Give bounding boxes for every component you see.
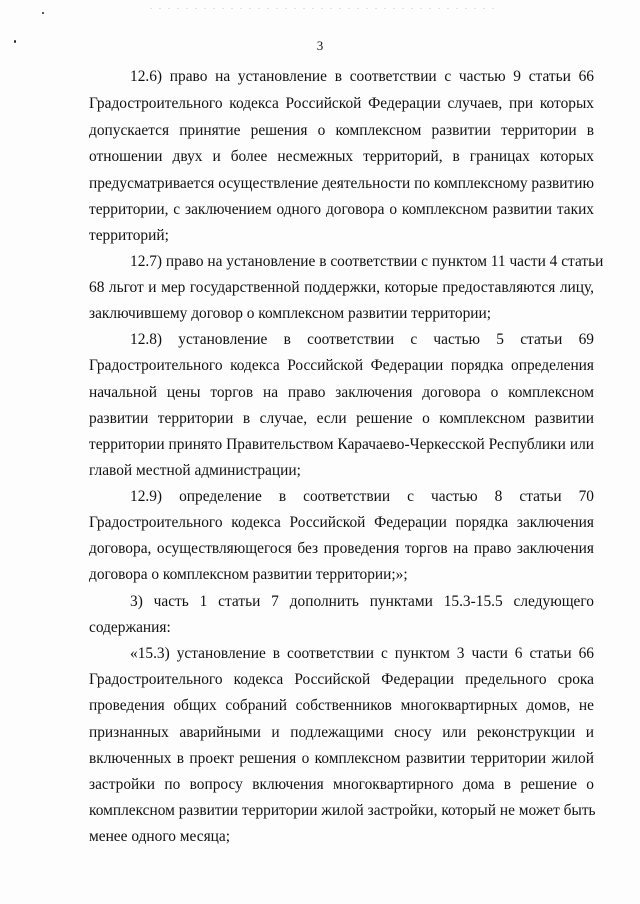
scan-speck [42,12,44,14]
text-line: главой местной администрации; [89,462,301,479]
text-line: застройки по вопросу включения многоквартирного дома в решение о [89,776,594,793]
scan-artifact-line [150,8,500,9]
page-number: 3 [316,38,324,53]
text-line: договора о комплексном развитии территории;»; [89,566,408,583]
text-line: территорий; [89,227,169,244]
text-line: предусматривается осуществление деятельности по комплексному развитию [89,175,594,192]
text-line: 12.7) право на установление в соответствии с пунктом 11 части 4 статьи [130,253,604,270]
text-line: отношении двух и более несмежных территорий, в границах которых [89,148,594,165]
text-line: 12.6) право на установление в соответствии с частью 9 статьи 66 [130,68,594,85]
text-line: 68 льгот и мер государственной поддержки, которые предоставляются лицу, [89,279,594,296]
text-line: Градостроительного кодекса Российской Федерации порядка заключения [89,514,594,531]
text-line: территории принято Правительством Карачаево-Черкесской Республики или [89,436,594,453]
text-line: допускается принятие решения о комплексном развитии территории в [89,122,594,139]
text-line: 12.8) установление в соответствии с частью 5 статьи 69 [130,331,594,348]
text-line: заключившему договор о комплексном развитии территории; [89,305,492,322]
text-line: проведения общих собраний собственников многоквартирных домов, не [89,697,594,714]
text-line: комплексном развитии территории жилой застройки, который не может быть [89,802,596,819]
text-line: включенных в проект решения о комплексном развитии территории жилой [89,750,594,767]
text-line: начальной цены торгов на право заключения договора о комплексном [89,384,594,401]
text-line: развитии территории в случае, если решение о комплексном развитии [89,410,594,427]
text-line: Градостроительного кодекса Российской Федерации предельного срока [89,671,594,688]
text-line: 3) часть 1 статьи 7 дополнить пунктами 15.3-15.5 следующего [130,593,594,610]
text-line: Градостроительного кодекса Российской Федерации случаев, при которых [89,95,594,112]
text-line: Градостроительного кодекса Российской Федерации порядка определения [89,357,594,374]
text-line: «15.3) установление в соответствии с пунктом 3 части 6 статьи 66 [130,645,594,662]
text-line: признанных аварийными и подлежащими сносу или реконструкции и [89,724,594,741]
text-line: договора, осуществляющегося без проведения торгов на право заключения [89,540,594,557]
text-line: 12.9) определение в соответствии с частью 8 статьи 70 [130,488,594,505]
text-line: территории, с заключением одного договора о комплексном развитии таких [89,201,594,218]
text-line: менее одного месяца; [89,828,231,845]
text-line: содержания: [89,619,171,636]
